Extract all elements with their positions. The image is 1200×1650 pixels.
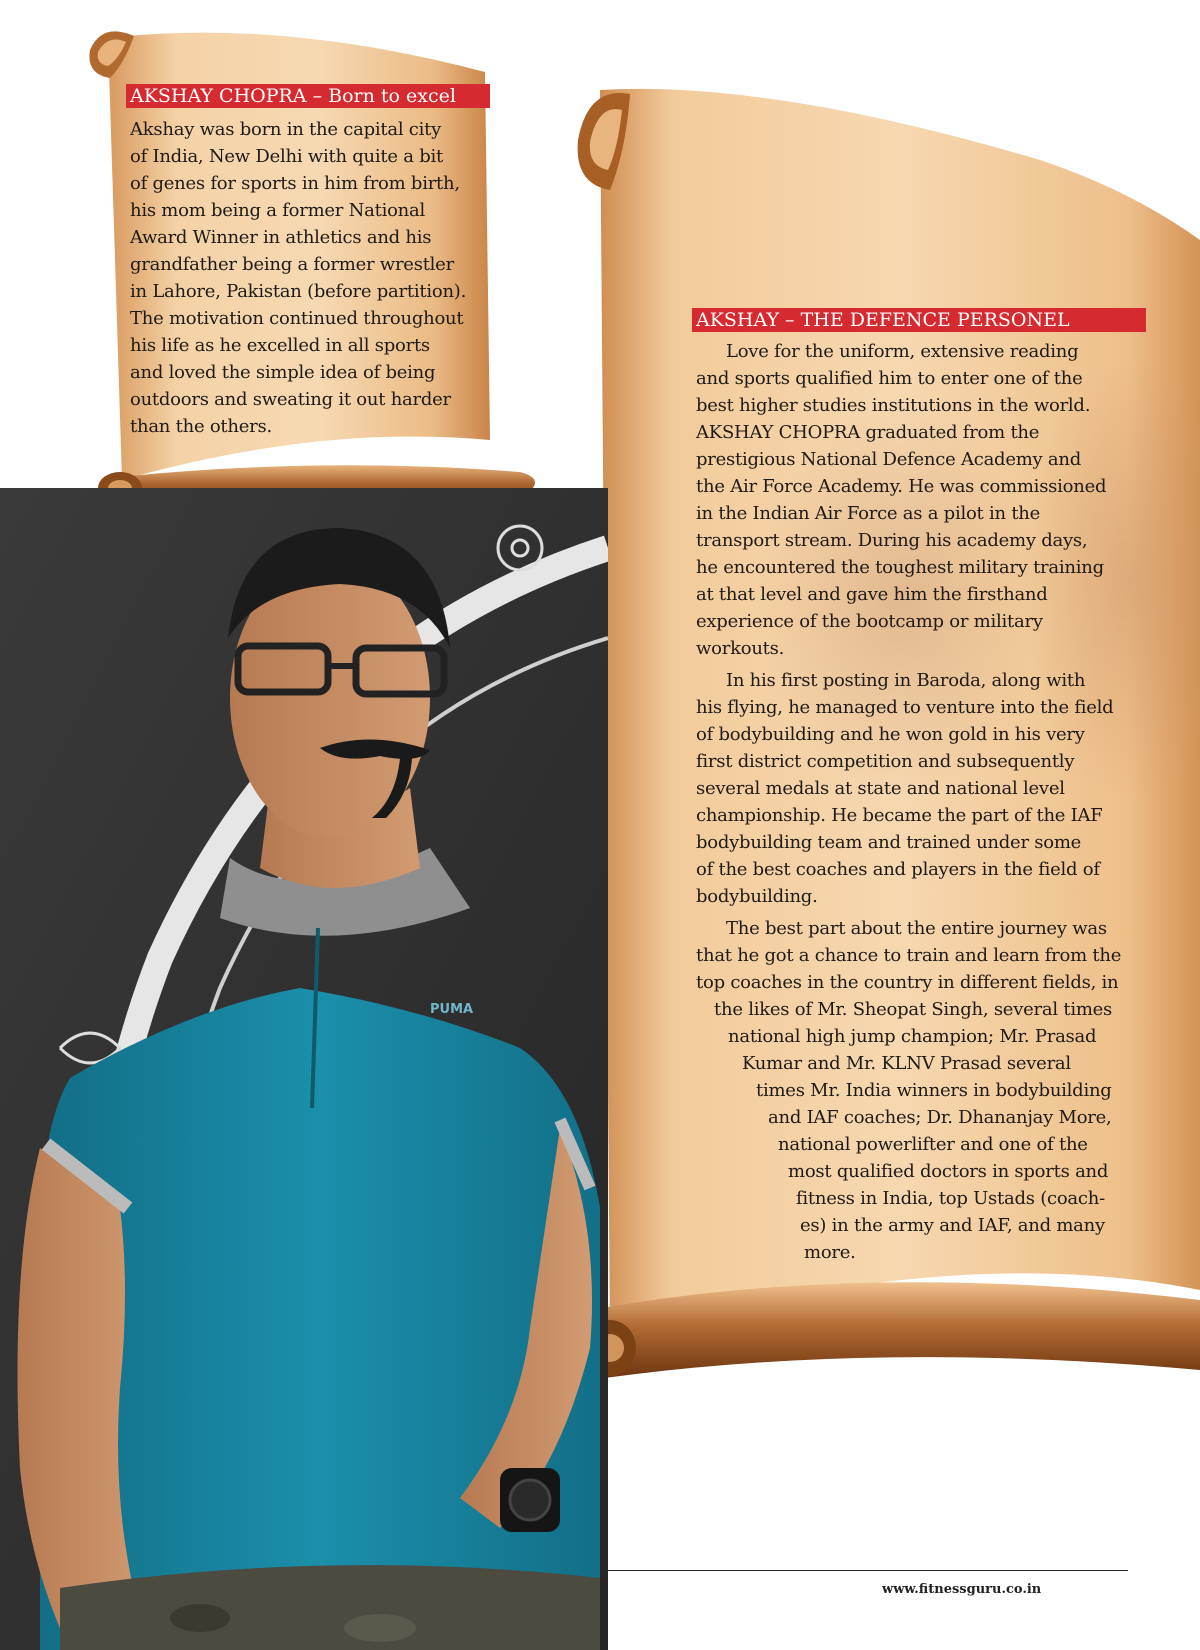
- text-line: he encountered the toughest military training: [696, 557, 1104, 578]
- text-line: Kumar and Mr. KLNV Prasad several: [742, 1053, 1071, 1074]
- section-heading-born-to-excel: AKSHAY CHOPRA – Born to excel: [126, 84, 490, 108]
- text-line: Love for the uniform, extensive reading: [726, 341, 1079, 362]
- text-line: his flying, he managed to venture into the field: [696, 697, 1114, 718]
- text-line: national powerlifter and one of the: [778, 1134, 1088, 1155]
- text-line: experience of the bootcamp or military: [696, 611, 1043, 632]
- text-line: most qualified doctors in sports and: [788, 1161, 1109, 1182]
- paragraph: [696, 667, 1136, 910]
- text-line: best higher studies institutions in the world.: [696, 395, 1091, 416]
- shirt-logo: PUMA: [430, 1002, 474, 1017]
- text-line: than the others.: [130, 416, 272, 437]
- text-line: In his first posting in Baroda, along with: [726, 670, 1086, 691]
- text-line: es) in the army and IAF, and many: [800, 1215, 1105, 1236]
- text-line: of India, New Delhi with quite a bit: [130, 146, 443, 167]
- section-heading-defence-personel: AKSHAY – THE DEFENCE PERSONEL: [692, 308, 1146, 332]
- text-line: at that level and gave him the firsthand: [696, 584, 1048, 605]
- portrait-illustration: [0, 488, 608, 1650]
- text-line: the likes of Mr. Sheopat Singh, several times: [714, 999, 1113, 1020]
- section-text-born-to-excel: [130, 116, 490, 440]
- text-line: of bodybuilding and he won gold in his very: [696, 724, 1085, 745]
- section-text-defence-personel: [696, 338, 1136, 1271]
- text-line: fitness in India, top Ustads (coach-: [796, 1188, 1105, 1209]
- text-line: and loved the simple idea of being: [130, 362, 436, 383]
- portrait-photo: [0, 488, 608, 1650]
- text-line: in Lahore, Pakistan (before partition).: [130, 281, 467, 302]
- footer-rule: [608, 1570, 1128, 1571]
- text-line: his life as he excelled in all sports: [130, 335, 430, 356]
- text-line: and IAF coaches; Dr. Dhananjay More,: [768, 1107, 1112, 1128]
- text-line: the Air Force Academy. He was commissioned: [696, 476, 1107, 497]
- text-line: workouts.: [696, 638, 785, 659]
- text-line: bodybuilding.: [696, 886, 818, 907]
- text-line: times Mr. India winners in bodybuilding: [756, 1080, 1112, 1101]
- text-line: championship. He became the part of the IAF: [696, 805, 1103, 826]
- text-line: in the Indian Air Force as a pilot in the: [696, 503, 1041, 524]
- text-line: of genes for sports in him from birth,: [130, 173, 460, 194]
- text-line: prestigious National Defence Academy and: [696, 449, 1082, 470]
- text-line: outdoors and sweating it out harder: [130, 389, 451, 410]
- text-line: top coaches in the country in different fields, in: [696, 972, 1119, 993]
- text-line: The best part about the entire journey was: [726, 918, 1107, 939]
- text-line: first district competition and subsequently: [696, 751, 1075, 772]
- text-line: transport stream. During his academy days,: [696, 530, 1088, 551]
- text-line: his mom being a former National: [130, 200, 426, 221]
- text-line: AKSHAY CHOPRA graduated from the: [696, 422, 1040, 443]
- text-line: Akshay was born in the capital city: [130, 119, 442, 140]
- text-line: national high jump champion; Mr. Prasad: [728, 1026, 1097, 1047]
- text-line: more.: [804, 1242, 856, 1263]
- footer-website-link[interactable]: www.fitnessguru.co.in: [882, 1582, 1042, 1597]
- text-line: of the best coaches and players in the field of: [696, 859, 1100, 880]
- text-line: bodybuilding team and trained under some: [696, 832, 1082, 853]
- text-line: Award Winner in athletics and his: [130, 227, 432, 248]
- paragraph: [696, 915, 1136, 1266]
- text-line: and sports qualified him to enter one of the: [696, 368, 1083, 389]
- text-line: grandfather being a former wrestler: [130, 254, 454, 275]
- text-line: that he got a chance to train and learn from the: [696, 945, 1122, 966]
- text-line: The motivation continued throughout: [130, 308, 464, 329]
- text-line: several medals at state and national level: [696, 778, 1065, 799]
- paragraph: [696, 338, 1136, 662]
